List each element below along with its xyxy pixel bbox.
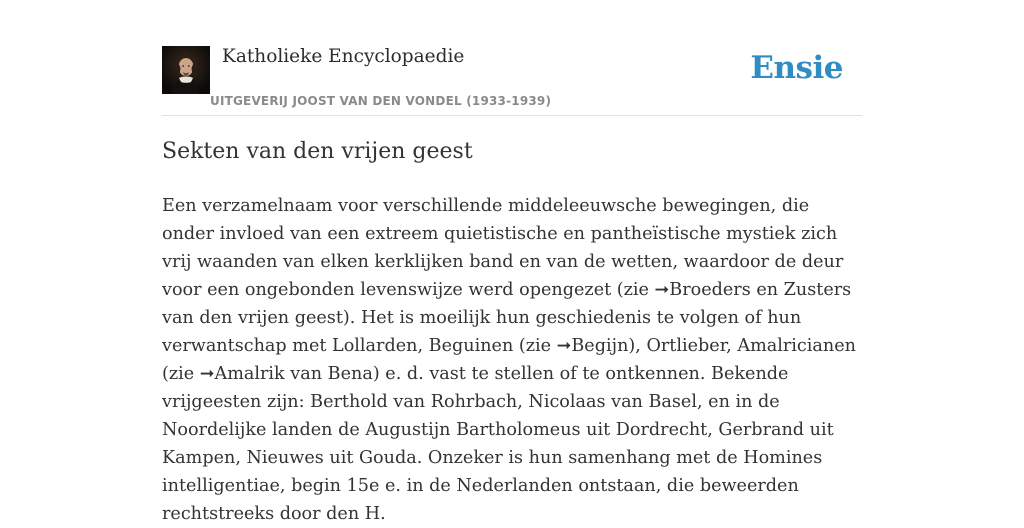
link-broeders-en-zusters[interactable]: ➞Broeders en Zusters van den vrijen geest — [162, 280, 852, 328]
publisher-label: UITGEVERIJ JOOST VAN DEN VONDEL (1933-1939) — [210, 94, 552, 108]
article-title: Sekten van den vrijen geest — [162, 139, 473, 164]
portrait-avatar-icon[interactable] — [162, 46, 210, 94]
body-text: ). Het is moeilijk hun geschiedenis te volgen of hun verwantschap met Lollarden, Beguinen (zie — [162, 308, 802, 356]
site-title-link[interactable]: Katholieke Encyclopaedie — [222, 46, 465, 67]
link-begijn[interactable]: ➞Begijn — [556, 336, 629, 356]
body-text: Een verzamelnaam voor verschillende middeleeuwsche bewegingen, die onder invloed van een extreem quietistische en pantheïstische mystiek zich vrij waanden van elken kerklijken band en van de wetten, waardoor de deur voor een ongebonden levenswijze werd opengezet (zie — [162, 196, 844, 300]
link-amalrik-van-bena[interactable]: ➞Amalrik van Bena — [199, 364, 373, 384]
ensie-logo-link[interactable]: Ensie — [750, 50, 843, 86]
site-header — [162, 44, 862, 116]
body-text: ), Ortlieber, Amalricianen (zie — [162, 336, 856, 384]
article-body — [162, 192, 862, 528]
body-text: ) e. d. vast te stellen of te ontkennen. Bekende vrijgeesten zijn: Berthold van Rohrbach, Nicolaas van Basel, en in de Noordelijke landen de Augustijn Bartholomeus uit Dordrecht, Gerbrand uit Kampen, Nieuwes uit Gouda. Onzeker is hun samenhang met de Homines intelligentiae, begin 15e e. in de Nederlanden ontstaan, die beweerden rechtstreeks door den H. — [162, 364, 834, 524]
